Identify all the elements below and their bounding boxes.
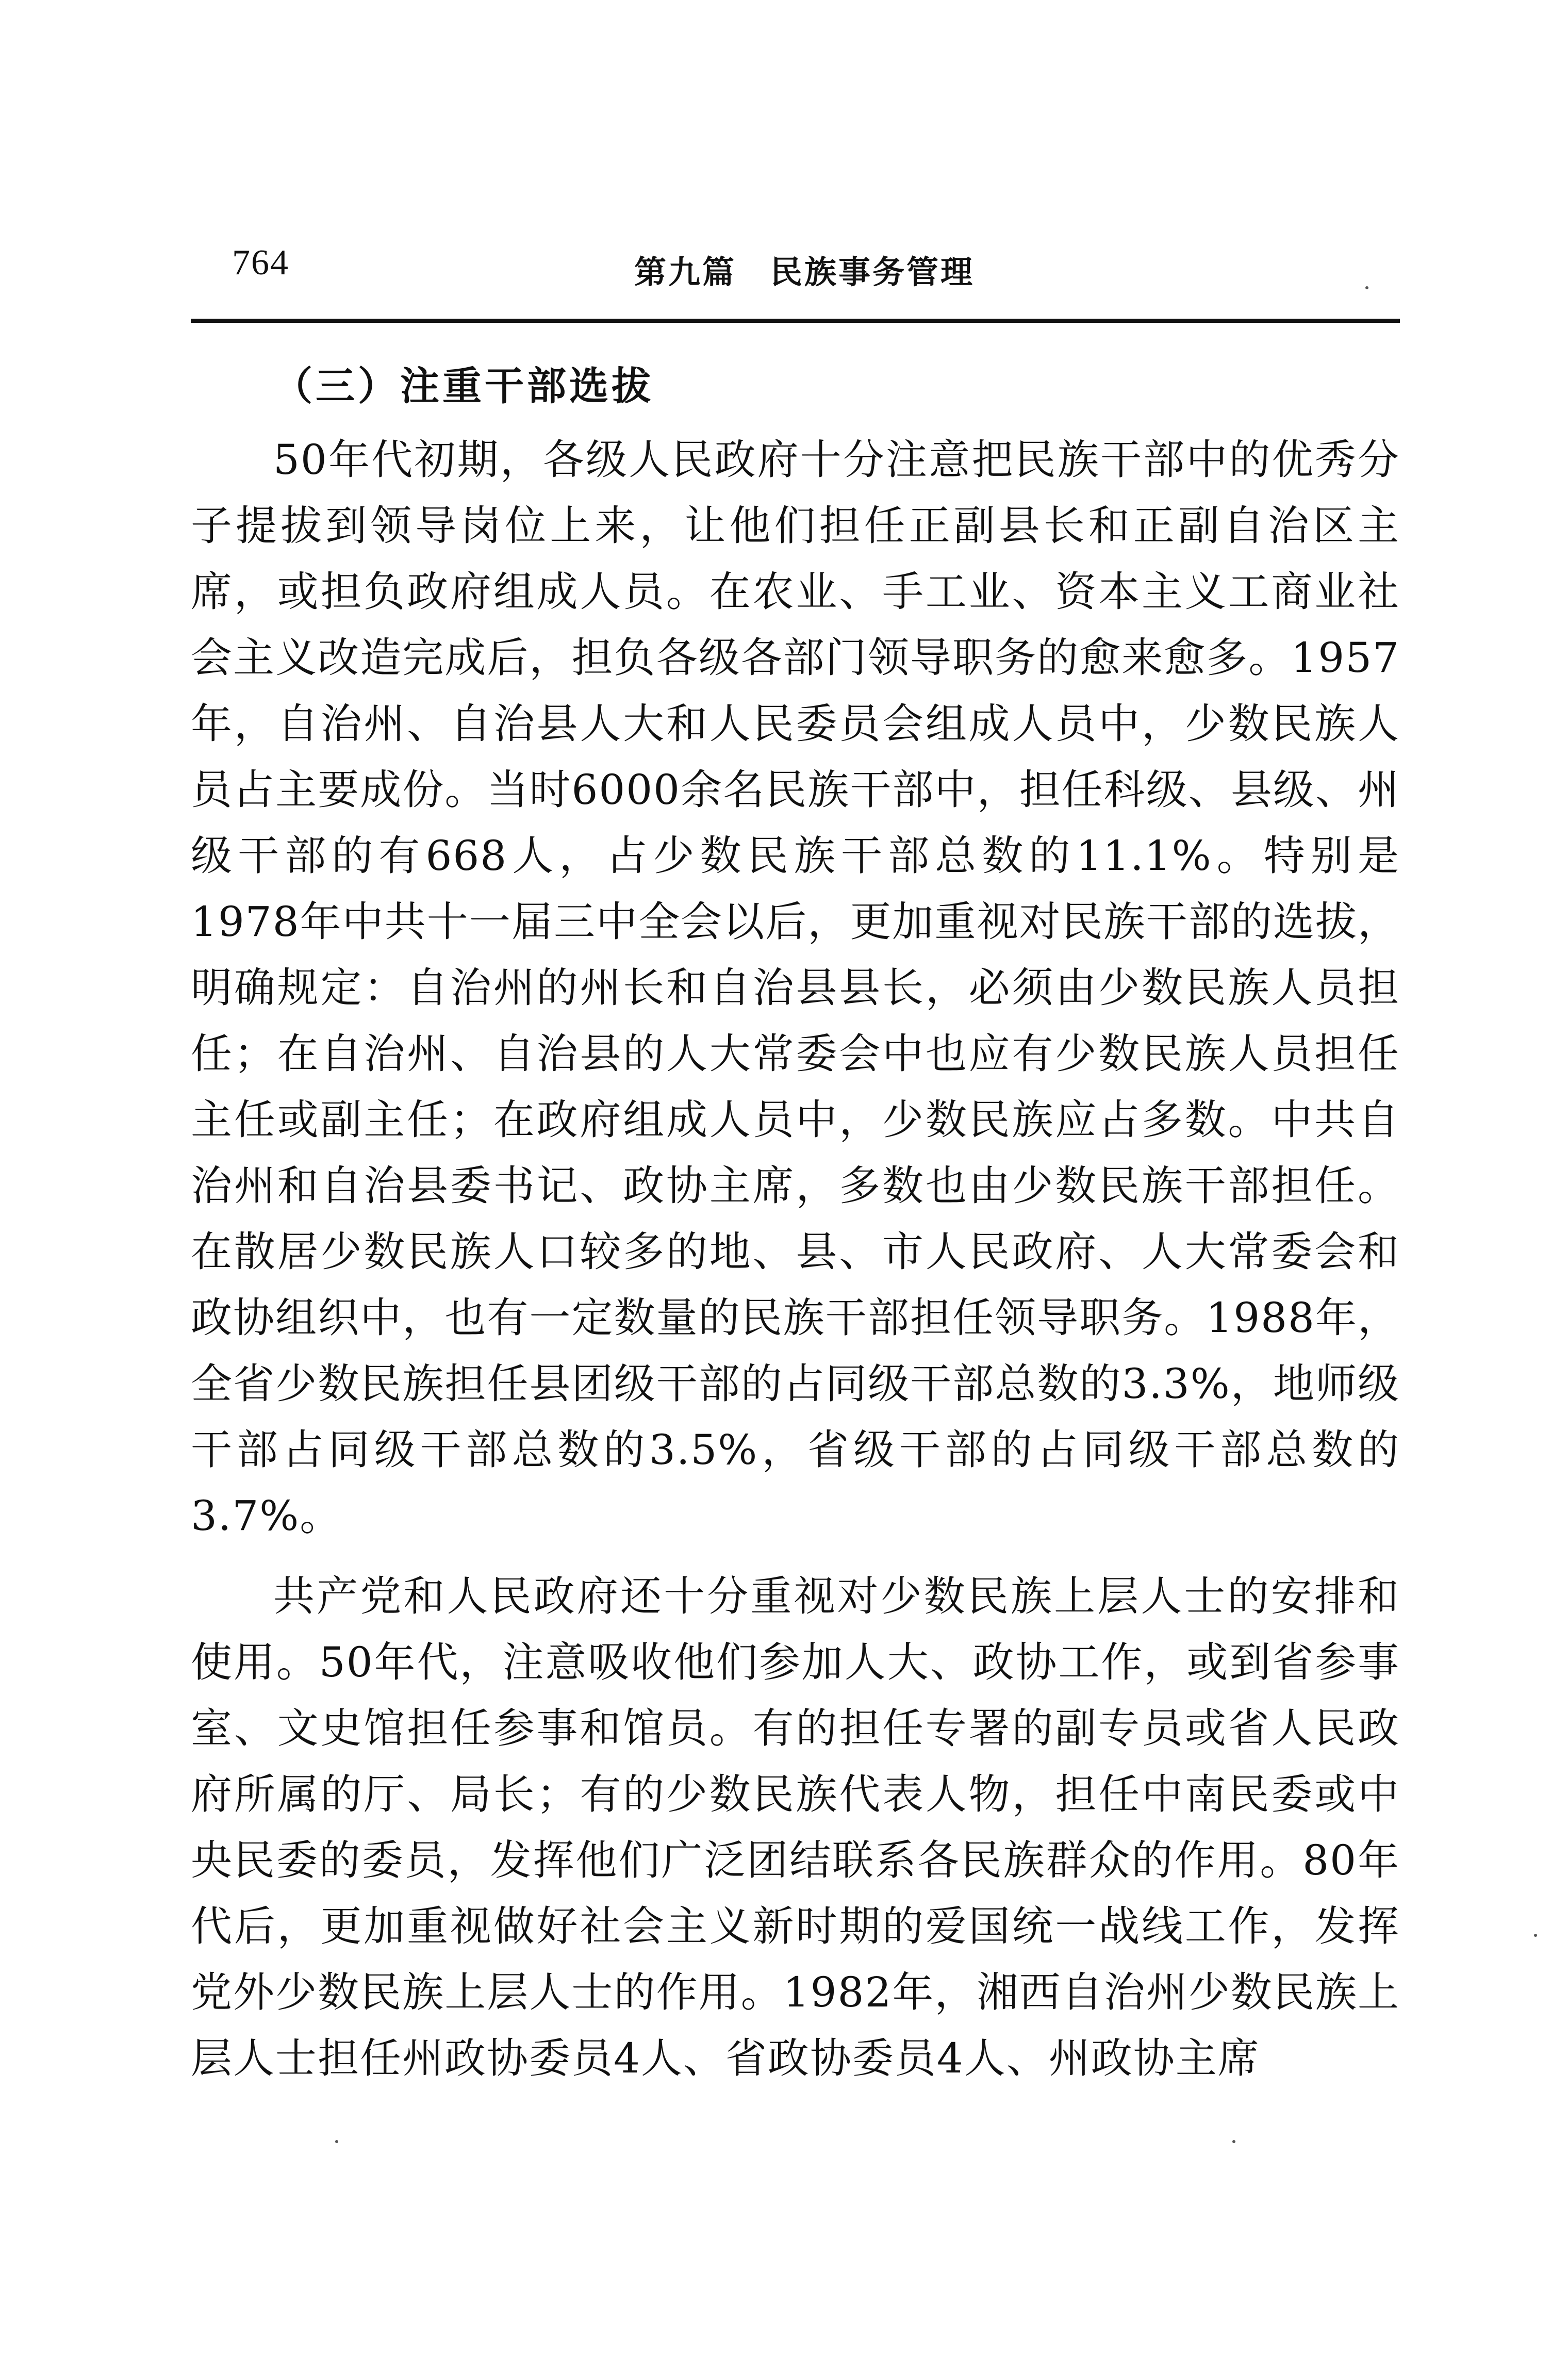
body-text <box>191 427 1400 2092</box>
running-head: 第九篇 民族事务管理 <box>634 253 975 291</box>
scan-speck <box>1534 1934 1537 1937</box>
scan-speck <box>1365 286 1368 289</box>
section-heading: （三）注重干部选拔 <box>273 363 654 409</box>
scan-speck <box>335 2140 338 2143</box>
paragraph-1: 50年代初期，各级人民政府十分注意把民族干部中的优秀分子提拔到领导岗位上来，让他们担任正副县长和正副自治区主席，或担负政府组成人员。在农业、手工业、资本主义工商业社会主义改造完成后，担负各级各部门领导职务的愈来愈多。1957年，自治州、自治县人大和人民委员会组成人员中，少数民族人员占主要成份。当时6000余名民族干部中，担任科级、县级、州级干部的有668人，占少数民族干部总数的11.1%。特别是1978年中共十一届三中全会以后，更加重视对民族干部的选拔，明确规定：自治州的州长和自治县县长，必须由少数民族人员担任；在自治州、自治县的人大常委会中也应有少数民族人员担任主任或副主任；在政府组成人员中，少数民族应占多数。中共自治州和自治县委书记、政协主席，多数也由少数民族干部担任。在散居少数民族人口较多的地、县、市人民政府、人大常委会和政协组织中，也有一定数量的民族干部担任领导职务。1988年，全省少数民族担任县团级干部的占同级干部总数的3.3%，地师级干部占同级干部总数的3.5%，省级干部的占同级干部总数的3.7%。 <box>191 436 1400 1540</box>
header-rule <box>191 319 1400 323</box>
paragraph-2: 共产党和人民政府还十分重视对少数民族上层人士的安排和使用。50年代，注意吸收他们参加人大、政协工作，或到省参事室、文史馆担任参事和馆员。有的担任专署的副专员或省人民政府所属的厅、局长；有的少数民族代表人物，担任中南民委或中央民委的委员，发挥他们广泛团结联系各民族群众的作用。80年代后，更加重视做好社会主义新时期的爱国统一战线工作，发挥党外少数民族上层人士的作用。1982年，湘西自治州少数民族上层人士担任州政协委员4人、省政协委员4人、州政协主席 <box>191 1572 1400 2082</box>
scan-speck <box>1232 2140 1235 2143</box>
page-number: 764 <box>232 243 289 283</box>
